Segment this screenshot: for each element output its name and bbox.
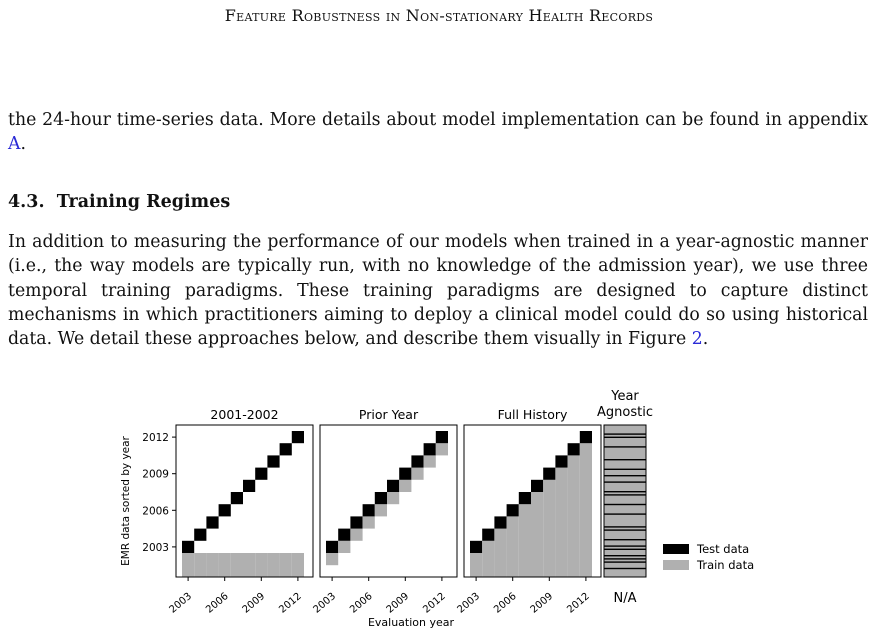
- y-tick-label: 2003: [142, 541, 169, 554]
- test-data-mark: [194, 529, 206, 541]
- train-data-mark: [604, 425, 646, 577]
- test-data-mark: [604, 469, 646, 470]
- train-data-mark: [543, 480, 555, 577]
- x-tick-label: 2006: [204, 590, 231, 616]
- train-data-mark: [424, 455, 436, 467]
- train-data-mark: [206, 553, 218, 577]
- test-data-mark: [424, 443, 436, 455]
- test-data-mark: [604, 481, 646, 482]
- x-tick-label: 2009: [384, 590, 412, 616]
- test-data-mark: [292, 431, 304, 443]
- paragraph-end: .: [20, 134, 26, 155]
- agnostic-title: Agnostic: [597, 405, 653, 420]
- test-data-mark: [519, 492, 531, 504]
- train-data-mark: [255, 553, 267, 577]
- legend-swatch: [663, 544, 689, 554]
- paragraph-text: In addition to measuring the performance of our models when trained in a year-agnostic manner (i.e., the way models are typically run, with no knowledge of the admission year), we use three temporal training paradigms. These training paradigms are designed to capture distinct mechanisms in which practitioners aiming to deploy a clinical model could do so using historical data. We detail these approaches below, and describe them visually in Figure: [8, 232, 868, 350]
- figure-link[interactable]: 2: [691, 329, 703, 350]
- train-data-mark: [267, 553, 279, 577]
- test-data-mark: [470, 541, 482, 553]
- train-data-mark: [470, 553, 482, 577]
- train-data-mark: [375, 504, 387, 516]
- y-axis-label: EMR data sorted by year: [120, 436, 132, 566]
- train-data-mark: [219, 553, 231, 577]
- test-data-mark: [507, 504, 519, 516]
- test-data-mark: [338, 529, 350, 541]
- test-data-mark: [604, 545, 646, 546]
- x-tick-label: 2003: [455, 590, 483, 616]
- test-data-mark: [543, 468, 555, 480]
- x-tick-label: 2009: [240, 590, 268, 616]
- y-tick-label: 2012: [142, 432, 169, 445]
- section-heading: [8, 192, 230, 212]
- test-data-mark: [350, 516, 362, 528]
- test-data-mark: [267, 455, 279, 467]
- train-data-mark: [292, 553, 304, 577]
- agnostic-xlabel: N/A: [613, 591, 637, 606]
- test-data-mark: [326, 541, 338, 553]
- test-data-mark: [243, 480, 255, 492]
- y-tick-label: 2006: [142, 505, 169, 518]
- test-data-mark: [482, 529, 494, 541]
- x-tick-label: 2009: [528, 590, 556, 616]
- panel-title: Full History: [497, 407, 568, 422]
- train-data-mark: [411, 468, 423, 480]
- train-data-mark: [350, 529, 362, 541]
- x-tick-label: 2003: [311, 590, 339, 616]
- test-data-mark: [280, 443, 292, 455]
- test-data-mark: [604, 526, 646, 527]
- test-data-mark: [604, 555, 646, 556]
- test-data-mark: [411, 455, 423, 467]
- train-data-mark: [182, 553, 194, 577]
- train-data-mark: [194, 553, 206, 577]
- test-data-mark: [436, 431, 448, 443]
- test-data-mark: [604, 491, 646, 492]
- test-data-mark: [206, 516, 218, 528]
- paragraph-model-details: [8, 108, 868, 157]
- test-data-mark: [219, 504, 231, 516]
- test-data-mark: [604, 475, 646, 476]
- running-header: Feature Robustness in Non-stationary Health Records: [224, 6, 654, 25]
- paragraph-text: the 24-hour time-series data. More details about model implementation can be found in appendix: [8, 110, 868, 130]
- train-data-mark: [494, 529, 506, 577]
- test-data-mark: [494, 516, 506, 528]
- test-data-mark: [604, 504, 646, 505]
- test-data-mark: [604, 494, 646, 495]
- x-tick-label: 2003: [167, 590, 195, 616]
- x-tick-label: 2012: [421, 590, 448, 616]
- train-data-mark: [231, 553, 243, 577]
- x-tick-label: 2012: [277, 590, 304, 616]
- paragraph-training-regimes: [8, 230, 868, 351]
- train-data-mark: [482, 541, 494, 577]
- x-tick-label: 2006: [492, 590, 519, 616]
- section-title: Training Regimes: [56, 192, 231, 212]
- train-data-mark: [580, 443, 592, 577]
- legend-label: Train data: [697, 558, 755, 572]
- train-data-mark: [436, 443, 448, 455]
- section-number: 4.3.: [8, 192, 45, 212]
- train-data-mark: [568, 455, 580, 577]
- test-data-mark: [255, 468, 267, 480]
- x-tick-label: 2012: [565, 590, 592, 616]
- train-data-mark: [555, 468, 567, 577]
- test-data-mark: [580, 431, 592, 443]
- test-data-mark: [604, 549, 646, 550]
- test-data-mark: [604, 558, 646, 559]
- agnostic-title: Year: [611, 389, 639, 404]
- paragraph-end: .: [702, 329, 709, 350]
- train-data-mark: [338, 541, 350, 553]
- test-data-mark: [387, 480, 399, 492]
- training-regimes-figure: [0, 380, 878, 635]
- x-axis-label: Evaluation year: [367, 616, 455, 629]
- test-data-mark: [604, 568, 646, 569]
- train-data-mark: [280, 553, 292, 577]
- x-tick-label: 2006: [348, 590, 375, 616]
- test-data-mark: [231, 492, 243, 504]
- test-data-mark: [555, 455, 567, 467]
- test-data-mark: [375, 492, 387, 504]
- y-tick-label: 2009: [142, 468, 169, 481]
- test-data-mark: [604, 529, 646, 530]
- legend-swatch: [663, 560, 689, 570]
- train-data-mark: [243, 553, 255, 577]
- panel-title: Prior Year: [358, 407, 419, 422]
- train-data-mark: [326, 553, 338, 565]
- test-data-mark: [604, 433, 646, 434]
- train-data-mark: [363, 516, 375, 528]
- test-data-mark: [363, 504, 375, 516]
- train-data-mark: [387, 492, 399, 504]
- panel-title: 2001-2002: [210, 407, 279, 422]
- test-data-mark: [604, 561, 646, 562]
- test-data-mark: [604, 513, 646, 514]
- legend-label: Test data: [697, 542, 750, 556]
- test-data-mark: [399, 468, 411, 480]
- appendix-link[interactable]: A: [8, 134, 21, 155]
- train-data-mark: [531, 492, 543, 577]
- test-data-mark: [531, 480, 543, 492]
- test-data-mark: [182, 541, 194, 553]
- train-data-mark: [507, 516, 519, 577]
- test-data-mark: [568, 443, 580, 455]
- train-data-mark: [399, 480, 411, 492]
- test-data-mark: [604, 446, 646, 447]
- test-data-mark: [604, 539, 646, 540]
- train-data-mark: [519, 504, 531, 577]
- test-data-mark: [604, 459, 646, 460]
- test-data-mark: [604, 437, 646, 438]
